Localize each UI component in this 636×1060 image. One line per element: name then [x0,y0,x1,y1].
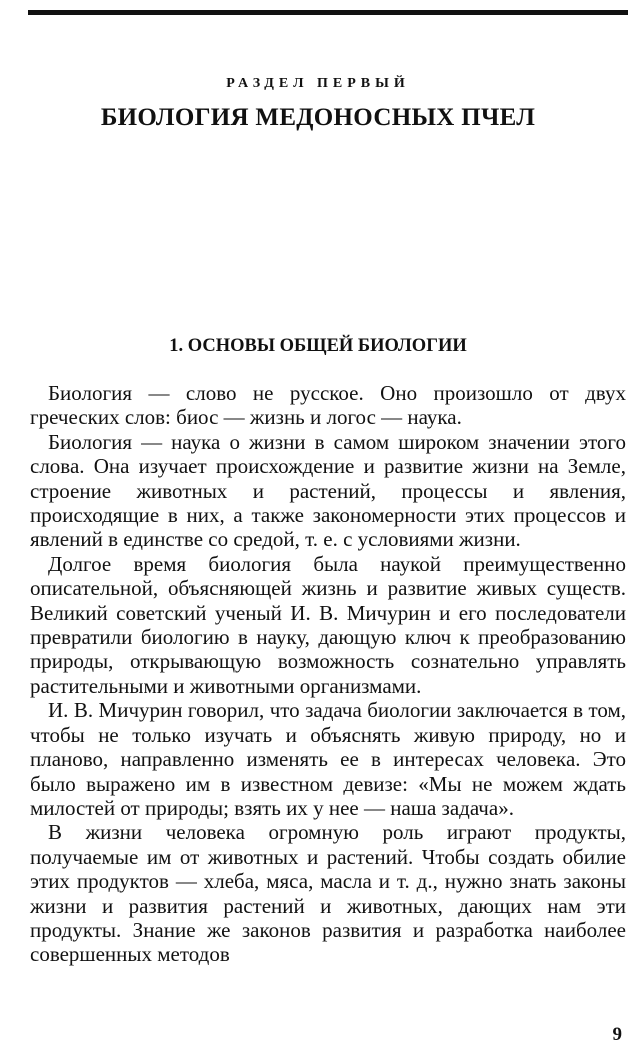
body-text [30,381,626,967]
paragraph: Биология — наука о жизни в самом широком значении этого слова. Она изучает происхождение и развитие жизни на Земле, строение животных и растений, процессы и явления, происходящие в них, а также закономерности этих процессов и явлений в единстве со средой, т. е. с условиями жизни. [30,429,626,552]
top-rule [28,10,628,15]
section-heading: 1. ОСНОВЫ ОБЩЕЙ БИОЛОГИИ [169,336,467,356]
paragraph: Биология — слово не русское. Оно произошло от двух греческих слов: биос — жизнь и логос — наука. [30,381,626,430]
paragraph: В жизни человека огромную роль играют продукты, получаемые им от животных и растений. Чтобы создать обилие этих продуктов — хлеба, мяса, масла и т. д., нужно знать законы жизни и развития растений и животных, дающих нам эти продукты. Знание же законов развития и разработка наиболее совершенных методов [30,820,626,967]
page-number: 9 [612,1024,622,1045]
paragraph: Долгое время биология была наукой преимущественно описательной, объясняющей жизнь и развитие живых существ. Великий советский ученый И. В. Мичурин и его последователи превратили биологию в науку, дающую ключ к преобразованию природы, открывающую возможность сознательно управлять растительными и животными организмами. [30,551,626,698]
part-label: РАЗДЕЛ ПЕРВЫЙ [226,76,410,91]
part-title: БИОЛОГИЯ МЕДОНОСНЫХ ПЧЕЛ [100,104,536,131]
paragraph: И. В. Мичурин говорил, что задача биологии заключается в том, чтобы не только изучать и объяснять живую природу, но и планово, направленно изменять ее в интересах человека. Это было выражено им в известном девизе: «Мы не можем ждать милостей от природы; взять их у нее — наша задача». [30,698,626,820]
